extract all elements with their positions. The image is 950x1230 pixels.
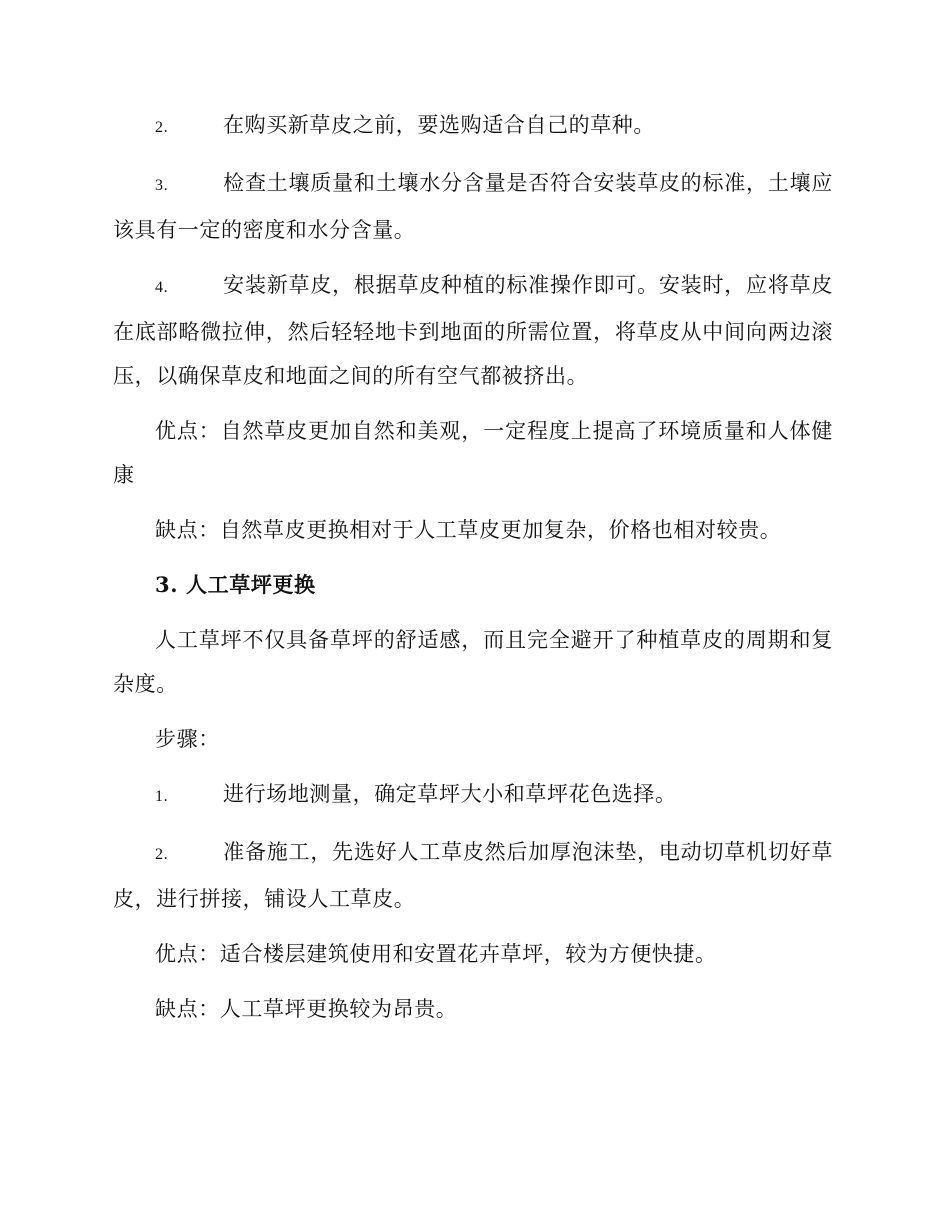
list-item-step-4: [113, 263, 833, 398]
list-item-step-2b: [113, 830, 833, 921]
list-number: 2.: [155, 846, 169, 863]
list-item-text: 检查土壤质量和土壤水分含量是否符合安装草皮的标准，土壤应该具有一定的密度和水分含量。: [113, 171, 833, 242]
steps-label: 步骤：: [155, 727, 220, 751]
list-item-text: 在购买新草皮之前，要选购适合自己的草种。: [223, 113, 655, 137]
disadvantages-paragraph: 缺点：自然草皮更换相对于人工草皮更加复杂，价格也相对较贵。: [155, 518, 782, 542]
disadvantages-paragraph-2: 缺点：人工草坪更换较为昂贵。: [155, 997, 458, 1021]
document-body: [113, 103, 833, 1042]
list-number: 3.: [155, 177, 169, 194]
list-number: 1.: [155, 788, 169, 805]
list-item-step-1: [113, 772, 833, 819]
list-number: 4.: [155, 279, 169, 296]
list-item-text: 准备施工，先选好人工草皮然后加厚泡沫垫，电动切草机切好草皮，进行拼接，铺设人工草皮。: [113, 840, 833, 911]
intro-paragraph: 人工草坪不仅具备草坪的舒适感，而且完全避开了种植草皮的周期和复杂度。: [113, 628, 833, 696]
list-item-text: 安装新草皮，根据草皮种植的标准操作即可。安装时，应将草皮在底部略微拉伸，然后轻轻地卡到地面的所需位置，将草皮从中间向两边滚压，以确保草皮和地面之间的所有空气都被挤出。: [113, 273, 833, 388]
section-heading: 3. 人工草坪更换: [155, 572, 316, 597]
list-number: 2.: [155, 119, 169, 136]
advantages-paragraph-2: 优点：适合楼层建筑使用和安置花卉草坪，较为方便快捷。: [155, 942, 717, 966]
list-item-step-2: [113, 103, 833, 150]
advantages-paragraph: 优点：自然草皮更加自然和美观，一定程度上提高了环境质量和人体健康: [113, 419, 833, 487]
list-item-step-3: [113, 161, 833, 252]
list-item-text: 进行场地测量，确定草坪大小和草坪花色选择。: [223, 782, 677, 806]
